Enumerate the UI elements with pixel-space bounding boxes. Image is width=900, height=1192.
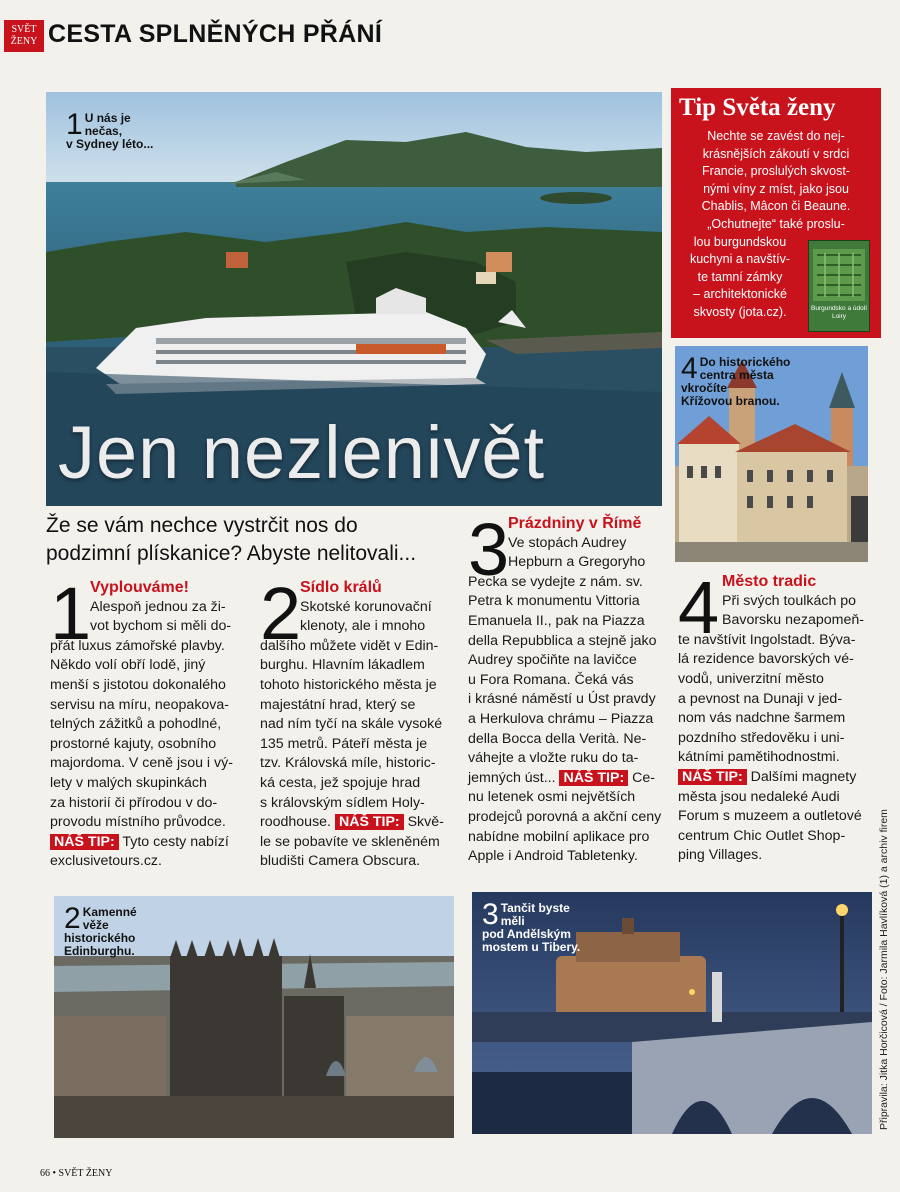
ingolstadt-caption <box>681 352 804 408</box>
article-cruises <box>50 572 260 872</box>
hero-caption-line-1: U nás je nečas, <box>84 111 131 138</box>
tip-line: Francie, proslulých skvost- <box>702 164 850 179</box>
article-line: lá rezidence bavorských vé- <box>678 651 854 668</box>
ingolstadt-photo <box>675 346 868 562</box>
article-edinburgh <box>260 572 465 872</box>
article-ingolstadt <box>678 566 883 866</box>
tip-line: lou burgundskou <box>693 234 787 249</box>
article-line: dalšího můžete vidět v Edin- <box>260 637 439 654</box>
article-line: vodů, univerzitní město <box>678 670 824 687</box>
article-line: váhejte a vložte ruku do ta- <box>468 750 639 767</box>
article-line: za historií či přírodou v do- <box>50 794 218 811</box>
our-tip-badge: NÁŠ TIP: <box>559 770 628 786</box>
ingolstadt-caption-line-3: Křížovou branou. <box>681 394 780 408</box>
article-number: 4 <box>678 566 720 649</box>
rome-caption-number: 3 <box>482 898 499 931</box>
article-text: jemných úst... <box>468 769 556 786</box>
tip-line: krásnějších zákoutí v srdci <box>702 146 850 161</box>
article-line: centrum Chic Outlet Shop- <box>678 827 846 844</box>
article-text: roodhouse. <box>260 814 331 831</box>
article-heading: Prázdniny v Římě <box>508 515 642 532</box>
garden-maze-image <box>809 245 869 305</box>
article-number: 3 <box>468 508 510 591</box>
article-line: Skotské korunovační <box>300 598 432 615</box>
article-line: i krásné náměstí u Úst pravdy <box>468 691 656 708</box>
rome-caption-line-3: mostem u Tibery. <box>482 940 581 954</box>
article-line: prodejců porovná a akční ceny <box>468 808 662 825</box>
article-line: della Bocca della Verità. Ne- <box>468 730 647 747</box>
tip-line: skvosty (jota.cz). <box>693 304 787 319</box>
article-line: klenoty, ale i mnoho <box>300 618 426 635</box>
our-tip-badge: NÁŠ TIP: <box>335 814 404 830</box>
tip-line: nými víny z míst, jako jsou <box>703 181 849 196</box>
hero-title: Jen nezlenivět <box>58 411 546 494</box>
article-line: te navštívit Ingolstadt. Býva- <box>678 631 856 648</box>
article-tip-line <box>260 813 465 833</box>
rome-photo <box>472 892 872 1134</box>
article-heading: Sídlo králů <box>300 579 382 596</box>
article-line: nom vás nadchne šarmem <box>678 710 846 727</box>
article-line: Petra k monumentu Vittoria <box>468 593 640 610</box>
article-line: Bavorsku nezapomeň- <box>722 612 864 629</box>
logo-line-1: SVĚT <box>11 24 37 35</box>
tip-line: kuchyni a navštív- <box>689 252 791 267</box>
article-line: exclusivetours.cz. <box>50 853 162 870</box>
edinburgh-caption-line-1: Kamenné věže <box>82 905 137 932</box>
edinburgh-caption-line-3: Edinburghu. <box>64 944 135 958</box>
article-line: le se pobavíte ve skleněném <box>260 833 440 850</box>
our-tip-badge: NÁŠ TIP: <box>678 769 747 785</box>
photo-credit: Připravila: Jitka Horčicová / Foto: Jarmila Havlíková (1) a archiv firem <box>878 809 890 1130</box>
ingolstadt-caption-line-2: centra města vkročíte <box>681 368 774 395</box>
article-line: telných zážitků a pohodlné, <box>50 716 222 733</box>
rome-caption <box>482 898 581 954</box>
hero-photo <box>46 92 662 506</box>
article-line: města jsou nedaleké Audi <box>678 788 840 805</box>
edinburgh-caption-line-2: historického <box>64 931 136 945</box>
hero-caption-number: 1 <box>66 108 83 141</box>
article-line: tzv. Královská míle, historic- <box>260 755 436 772</box>
article-line: s královským sídlem Holy- <box>260 794 425 811</box>
article-line: nad ním tyčí na skále vysoké <box>260 716 443 733</box>
our-tip-badge: NÁŠ TIP: <box>50 834 119 850</box>
article-line: Pecka se vydejte z nám. sv. <box>468 573 643 590</box>
article-line: burghu. Hlavním lákadlem <box>260 657 425 674</box>
article-line: Ve stopách Audrey <box>508 534 627 551</box>
section-title: CESTA SPLNĚNÝCH PŘÁNÍ <box>48 20 383 48</box>
magazine-logo <box>4 20 44 52</box>
article-line: tohoto historického města je <box>260 676 437 693</box>
hero-caption-line-2: v Sydney léto... <box>66 137 154 151</box>
edinburgh-caption <box>64 902 147 958</box>
article-tip-line <box>468 769 673 789</box>
article-line: majordoma. V ceně jsou i vý- <box>50 755 233 772</box>
tip-line: Nechte se zavést do nej- <box>707 129 845 143</box>
article-line: prostorné kajuty, osobního <box>50 735 217 752</box>
article-line: bludišti Camera Obscura. <box>260 853 421 870</box>
article-line: vot bychom si měli do- <box>90 618 232 635</box>
article-line: Emanuela II., pak na Piazza <box>468 612 645 629</box>
article-heading: Vyplouváme! <box>90 579 189 596</box>
tip-line: „Ochutnejte“ také proslu- <box>707 216 845 231</box>
rome-caption-line-2: pod Andělským <box>482 927 571 941</box>
tip-line: te tamní zámky <box>697 269 783 284</box>
ingolstadt-caption-number: 4 <box>681 352 698 385</box>
article-line: lety v malých skupinkách <box>50 774 207 791</box>
article-number: 1 <box>50 572 92 655</box>
article-line: majestátní hrad, který se <box>260 696 416 713</box>
article-line: Hepburn a Gregoryho <box>508 554 646 571</box>
article-line: provodu místního průvodce. <box>50 814 226 831</box>
article-line: Alespoň jednou za ži- <box>90 598 226 615</box>
article-line: a pevnost na Dunaji v jed- <box>678 690 843 707</box>
article-line: menší s jistotou dokonalého <box>50 676 226 693</box>
ingolstadt-caption-line-1: Do historického <box>699 355 791 369</box>
tip-text: Tyto cesty nabízí <box>118 833 229 850</box>
article-line: servisu na míru, neopakova- <box>50 696 230 713</box>
article-line: ká cesta, jež spojuje hrad <box>260 774 421 791</box>
guidebook-cover <box>808 240 870 332</box>
article-line: kátními pamětihodnostmi. <box>678 749 840 766</box>
tip-text: Ce- <box>628 769 655 786</box>
article-line: a Herkulova chrámu – Piazza <box>468 710 654 727</box>
article-tip-line <box>50 833 260 853</box>
article-line: Při svých toulkách po <box>722 592 857 609</box>
article-line: u Fora Romana. Čeká vás <box>468 671 634 688</box>
logo-line-2: ŽENY <box>10 36 38 47</box>
article-line: 135 metrů. Páteří města je <box>260 735 428 752</box>
article-line: nu letenek osmi největších <box>468 789 636 806</box>
article-line: přát luxus zámořské plavby. <box>50 637 225 654</box>
edinburgh-caption-number: 2 <box>64 902 81 935</box>
tip-text: Skvě- <box>403 814 444 831</box>
hero-caption <box>66 108 154 151</box>
article-tip-line <box>678 768 883 788</box>
article-line: Forum s muzeem a outletové <box>678 808 862 825</box>
article-line: Audrey spočiňte na lavičce <box>468 652 637 669</box>
article-line: nabídne mobilní aplikace pro <box>468 828 650 845</box>
lead-line-1: Že se vám nechce vystrčit nos do <box>46 514 358 537</box>
rome-caption-line-1: Tančit byste měli <box>500 901 570 928</box>
article-line: ping Villages. <box>678 847 763 864</box>
article-heading: Město tradic <box>722 573 817 590</box>
page-footer: 66 • SVĚT ŽENY <box>40 1168 113 1179</box>
lead-line-2: podzimní plískanice? Abyste nelitovali... <box>46 542 417 565</box>
guidebook-title: Burgundsko a údolí Loiry <box>810 305 867 320</box>
article-line: Někdo volí obří lodě, jiný <box>50 657 206 674</box>
article-line: pozdního středověku i uni- <box>678 729 845 746</box>
article-rome <box>468 508 673 867</box>
tip-line: Chablis, Mâcon či Beaune. <box>701 199 851 214</box>
article-line: della Repubblica a stejně jako <box>468 632 657 649</box>
tip-text: Dalšími magnety <box>746 768 857 785</box>
tip-line: – architektonické <box>693 287 787 302</box>
article-number: 2 <box>260 572 302 655</box>
tip-box-title: Tip Světa ženy <box>679 94 836 121</box>
article-line: Apple i Android Tabletenky. <box>468 848 638 865</box>
lead-text <box>46 512 416 568</box>
edinburgh-photo <box>54 896 454 1138</box>
